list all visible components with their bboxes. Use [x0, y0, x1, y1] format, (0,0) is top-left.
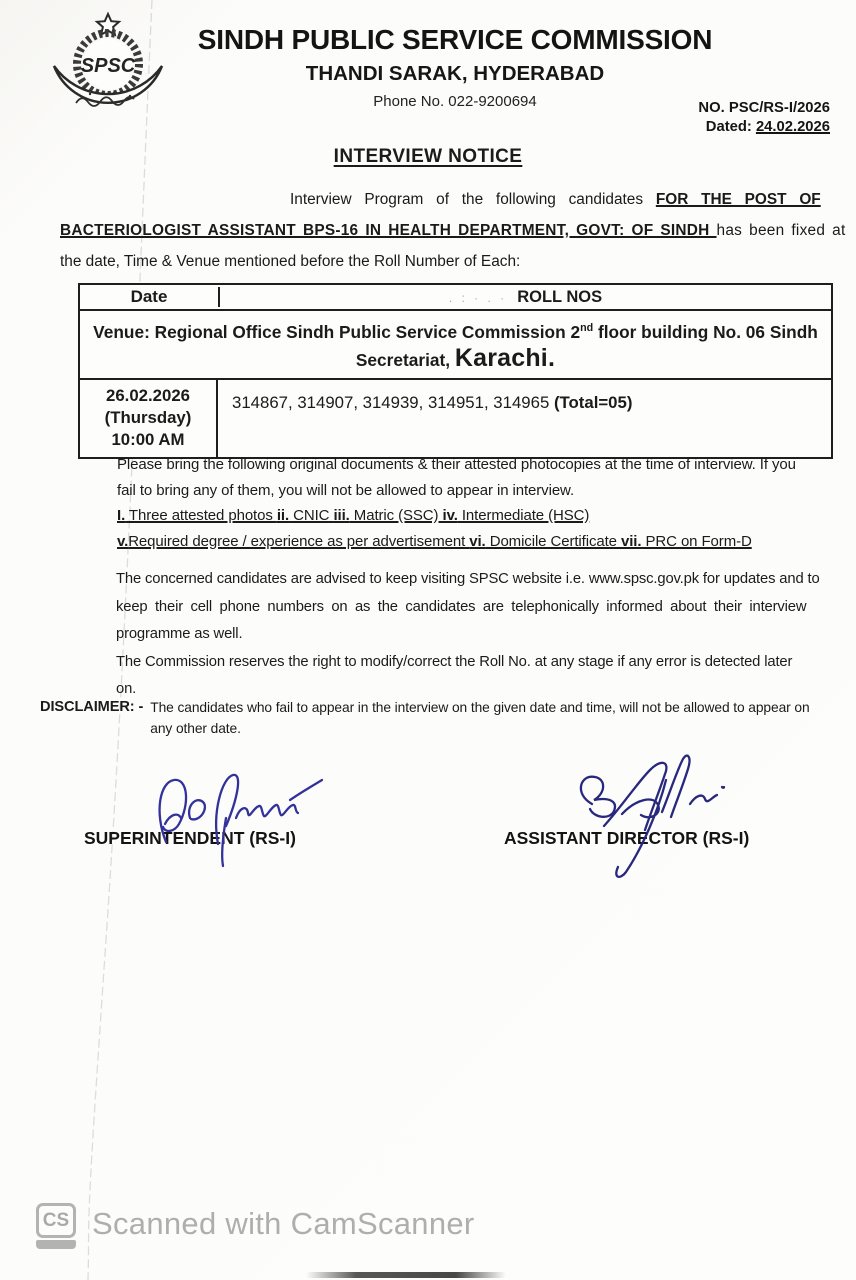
intro-line: Interview Program of the following candidates FOR THE POST OF [290, 191, 821, 208]
advisory-line: programme as well. [116, 626, 243, 642]
advisory-line: The Commission reserves the right to modify/correct the Roll No. at any stage if any error is detected later [116, 653, 793, 670]
date-value: 24.02.2026 [755, 119, 830, 135]
superintendent-title: SUPERINTENDENT (RS-I) [84, 828, 296, 848]
reference-number: NO. PSC/RS-I/2026 [698, 100, 830, 116]
column-header-rolls: . : · . · ROLL NOS [448, 287, 603, 306]
docs-list-line: I. Three attested photos ii. CNIC iii. Matric (SSC) iv. Intermediate (HSC) [117, 507, 590, 524]
docs-line: Please bring the following original documents & their attested photocopies at the time of interview. If you [117, 456, 796, 473]
camscanner-caption: Scanned with CamScanner [92, 1206, 475, 1241]
camscanner-logo-icon: CS [36, 1203, 76, 1250]
documents-instructions [117, 452, 829, 554]
column-header-date: Date [80, 287, 220, 307]
advisory-line: The concerned candidates are advised to keep visiting SPSC website i.e. www.spsc.gov.pk for updates and to [116, 571, 820, 587]
logo-text: SPSC [80, 55, 136, 77]
assistant-director-title: ASSISTANT DIRECTOR (RS-I) [504, 828, 750, 848]
interview-schedule-table [78, 283, 833, 459]
org-name: SINDH PUBLIC SERVICE COMMISSION [197, 24, 713, 55]
intro-line: the date, Time & Venue mentioned before the Roll Number of Each: [60, 253, 521, 270]
intro-paragraph [60, 184, 846, 277]
docs-line: fail to bring any of them, you will not be allowed to appear in interview. [117, 481, 575, 499]
scan-smudge: . : · . · [448, 290, 508, 305]
advisory-line: keep their cell phone numbers on as the candidates are telephonically informed about their interview [116, 598, 807, 615]
docs-list-line: v.Required degree / experience as per advertisement vi. Domicile Certificate vii. PRC on Form-D [117, 532, 752, 550]
letterhead [90, 24, 820, 110]
venue-row [80, 311, 831, 380]
scan-edge-smudge [306, 1272, 506, 1278]
venue-line: Secretariat, Karachi. [355, 343, 556, 372]
notice-title: INTERVIEW NOTICE [333, 146, 523, 167]
disclaimer [40, 697, 832, 739]
reference-block [698, 99, 830, 137]
date-cell: 26.02.2026 (Thursday) 10:00 AM [80, 380, 218, 457]
table-header-row [80, 285, 831, 311]
advisory-line: on. [116, 681, 137, 697]
table-row [80, 380, 831, 457]
disclaimer-text: The candidates who fail to appear in the interview on the given date and time, will not be allowed to appear on any other date. [150, 700, 810, 736]
venue-line: Venue: Regional Office Sindh Public Service Commission 2nd floor building No. 06 Sindh [93, 321, 818, 342]
advisory-paragraph [116, 566, 828, 704]
disclaimer-label: DISCLAIMER: - [40, 699, 144, 715]
org-phone: Phone No. 022-9200694 [373, 93, 537, 110]
org-address: THANDI SARAK, HYDERABAD [305, 62, 605, 85]
intro-line: BACTERIOLOGIST ASSISTANT BPS-16 IN HEALTH DEPARTMENT, GOVT: OF SINDH has been fixed at [60, 222, 846, 239]
date-line: Dated: 24.02.2026 [705, 119, 830, 135]
roll-numbers-cell: 314867, 314907, 314939, 314951, 314965 (Total=05) [232, 392, 633, 412]
